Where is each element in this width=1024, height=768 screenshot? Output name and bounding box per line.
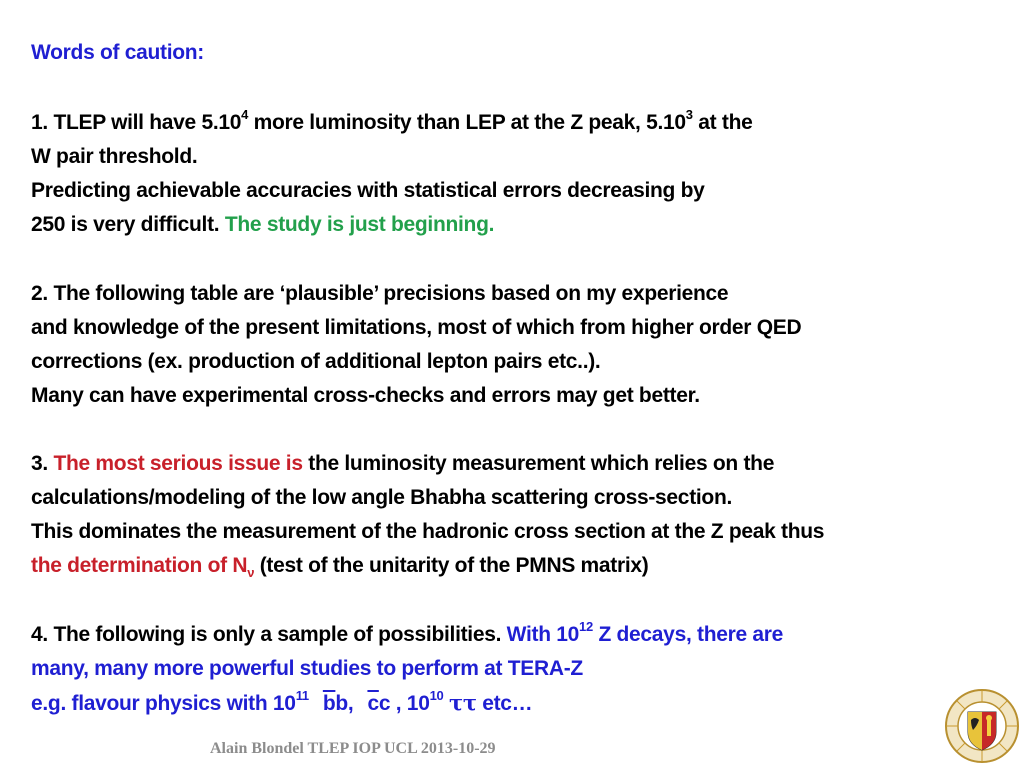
- item3-line2: calculations/modeling of the low angle Bhabha scattering cross-section.: [31, 486, 733, 509]
- item3-line1: [31, 449, 774, 479]
- text: the luminosity measurement which relies on the: [302, 452, 775, 475]
- item1-line2: W pair threshold.: [31, 145, 198, 168]
- highlight-green: The study is just beginning.: [224, 213, 495, 236]
- superscript: 3: [685, 107, 693, 122]
- c-bar: $\overline{c}$: [367, 692, 379, 715]
- heading: Words of caution:: [31, 41, 205, 64]
- text: c , 10: [378, 692, 430, 715]
- superscript: 11: [295, 688, 309, 703]
- item2-line2: and knowledge of the present limitations, most of which from higher order QED: [31, 316, 802, 339]
- item3-line3: This dominates the measurement of the hadronic cross section at the Z peak thus: [31, 520, 825, 543]
- footer: Alain Blondel TLEP IOP UCL 2013-10-29: [210, 740, 496, 757]
- item4-line1: [31, 620, 783, 650]
- highlight-blue: With 10: [506, 623, 580, 646]
- item2-line1: 2. The following table are ‘plausible’ precisions based on my experience: [31, 282, 729, 305]
- text: 1. TLEP will have 5.10: [31, 111, 242, 134]
- text: 4. The following is only a sample of possibilities.: [31, 623, 507, 646]
- text: more luminosity than LEP at the Z peak, 5.10: [248, 111, 686, 134]
- subscript: ν: [247, 565, 255, 581]
- superscript: 4: [241, 107, 249, 122]
- item1-line1: [31, 108, 752, 138]
- item4-line2: many, many more powerful studies to perform at TERA-Z: [31, 657, 583, 680]
- highlight-red: the determination of N: [31, 554, 248, 577]
- text: (test of the unitarity of the PMNS matrix): [254, 554, 649, 577]
- university-seal-icon: [944, 688, 1020, 764]
- item1-line3: Predicting achievable accuracies with statistical errors decreasing by: [31, 179, 705, 202]
- text: e.g. flavour physics with 10: [31, 692, 296, 715]
- item2-line3: corrections (ex. production of additional lepton pairs etc..).: [31, 350, 601, 373]
- tau-symbols: ττ: [449, 690, 477, 715]
- text: b,: [335, 692, 354, 715]
- b-bar: $\overline{b}$: [322, 692, 336, 715]
- text: etc…: [476, 692, 533, 715]
- text: at the: [692, 111, 753, 134]
- item2-line4: Many can have experimental cross-checks and errors may get better.: [31, 384, 700, 407]
- item1-line4: [31, 210, 494, 240]
- superscript: 10: [429, 688, 444, 703]
- item4-line3: [31, 688, 532, 718]
- superscript: 12: [579, 619, 593, 634]
- text: 3.: [31, 452, 54, 475]
- item3-line4: [31, 551, 648, 581]
- text: 250 is very difficult.: [31, 213, 225, 236]
- highlight-red: The most serious issue is: [53, 452, 303, 475]
- highlight-blue: Z decays, there are: [592, 623, 784, 646]
